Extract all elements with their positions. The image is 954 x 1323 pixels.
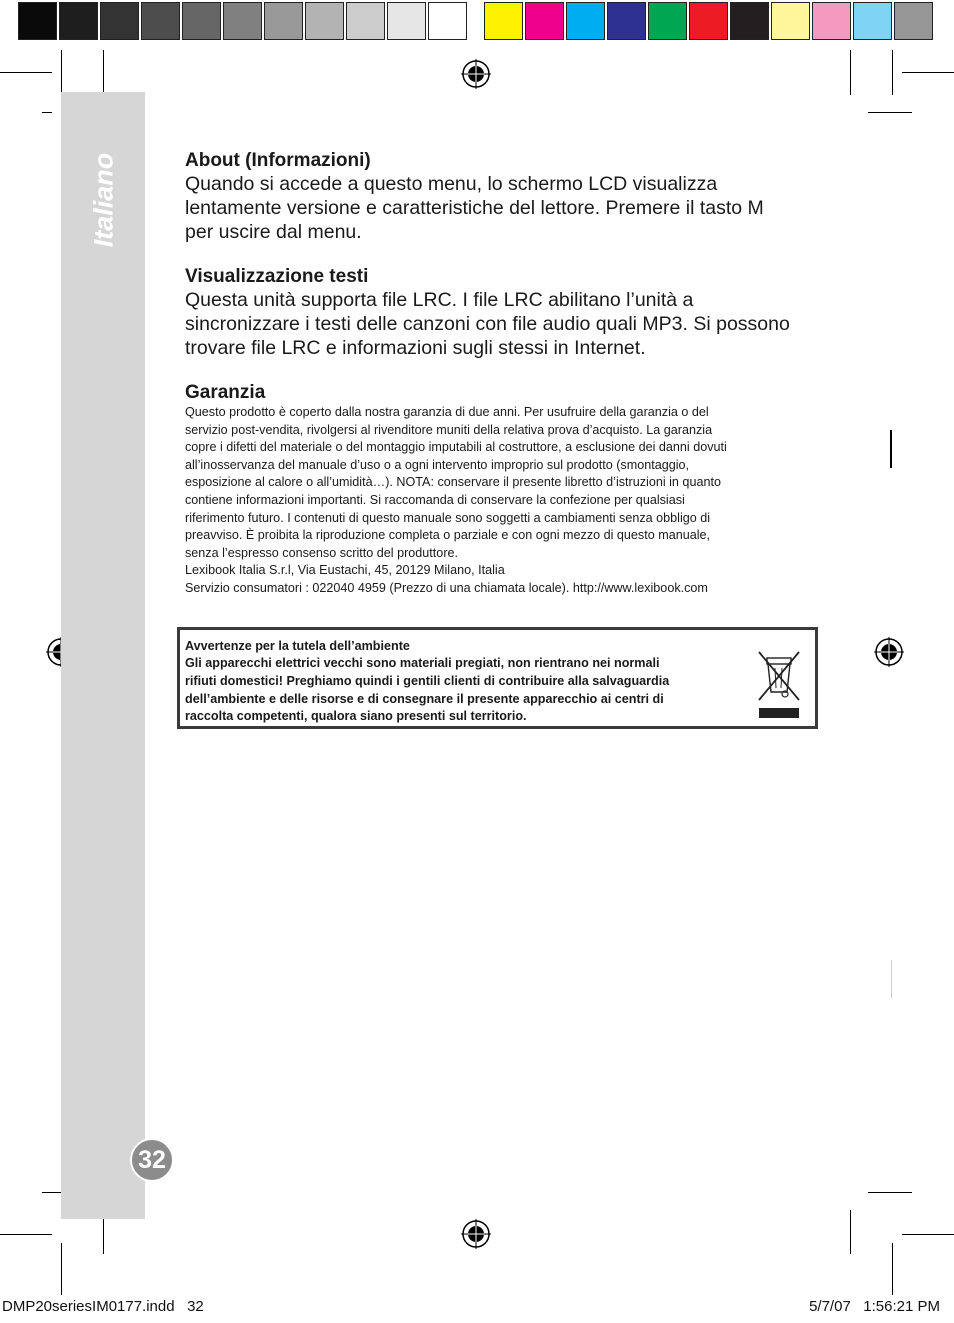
- language-sidebar: [61, 92, 145, 1219]
- color-swatch: [387, 2, 426, 40]
- environment-heading: Avvertenze per la tutela dell’ambiente: [185, 639, 410, 653]
- color-swatch: [689, 2, 728, 40]
- page-number-badge: 32: [130, 1138, 174, 1182]
- text-line: copre i difetti del materiale o del montaggio imputabili al costruttore, a esclusione dei danni dovuti: [185, 440, 727, 455]
- crop-mark: [103, 50, 104, 95]
- color-swatch: [346, 2, 385, 40]
- environment-body: [185, 655, 725, 726]
- registration-mark-icon: [461, 59, 491, 89]
- color-swatch: [894, 2, 933, 40]
- environment-notice-box: [177, 627, 818, 729]
- registration-mark-icon: [874, 637, 904, 667]
- crop-mark: [0, 1234, 52, 1235]
- footer-timestamp: 5/7/07 1:56:21 PM: [809, 1298, 940, 1315]
- color-swatch: [853, 2, 892, 40]
- crop-mark: [42, 112, 52, 113]
- color-swatch: [484, 2, 523, 40]
- crop-mark: [902, 72, 954, 73]
- footer-filename: DMP20seriesIM0177.indd 32: [2, 1298, 204, 1315]
- crop-mark: [892, 1243, 893, 1295]
- text-line: servizio post-vendita, rivolgersi al rivenditore muniti della relativa prova d’acquisto. La garanzia: [185, 422, 713, 437]
- color-swatch: [648, 2, 687, 40]
- crop-mark: [890, 430, 892, 468]
- color-swatch: [141, 2, 180, 40]
- crop-mark: [892, 50, 893, 95]
- text-line: Gli apparecchi elettrici vecchi sono materiali pregiati, non rientrano nei normali: [185, 656, 660, 670]
- lyrics-section: [185, 266, 815, 360]
- customer-service-line: Servizio consumatori : 022040 4959 (Prezzo di una chiamata locale). http://www.lexibook.com: [185, 580, 708, 595]
- about-body: [185, 172, 815, 244]
- text-line: all’inosservanza del manuale d’uso o a ogni intervento improprio sul prodotto (smontaggio,: [185, 457, 690, 472]
- color-swatch: [100, 2, 139, 40]
- text-line: contiene informazioni importanti. Si raccomanda di conservare la confezione per qualsiasi: [185, 492, 685, 507]
- text-line: riferimento futuro. I contenuti di questo manuale sono soggetti a cambiamenti senza obbligo di: [185, 510, 711, 525]
- color-swatch: [525, 2, 564, 40]
- color-swatch: [182, 2, 221, 40]
- color-swatch: [59, 2, 98, 40]
- text-line: esposizione al calore o all’umidità…). NOTA: conservare il presente libretto d’istruzioni in quanto: [185, 475, 721, 490]
- address-line: Lexibook Italia S.r.l, Via Eustachi, 45, 20129 Milano, Italia: [185, 563, 505, 578]
- crop-mark: [61, 1243, 62, 1295]
- main-content: [185, 150, 815, 620]
- crop-mark: [850, 1210, 851, 1254]
- warranty-heading: Garanzia: [185, 382, 266, 403]
- text-line: Questo prodotto è coperto dalla nostra garanzia di due anni. Per usufruire della garanzia o del: [185, 405, 709, 419]
- color-swatch: [223, 2, 262, 40]
- gray-calibration-bar: [18, 2, 469, 42]
- language-label: Italiano: [88, 152, 119, 248]
- color-swatch: [812, 2, 851, 40]
- text-line: per uscire dal menu.: [185, 221, 362, 243]
- text-line: raccolta competenti, qualora siano presenti sul territorio.: [185, 709, 527, 724]
- color-swatch: [566, 2, 605, 40]
- registration-mark-icon: [461, 1219, 491, 1249]
- warranty-section: [185, 382, 815, 598]
- color-calibration-bar: [484, 2, 935, 42]
- text-line: Quando si accede a questo menu, lo schermo LCD visualizza: [185, 173, 718, 195]
- about-section: [185, 150, 815, 244]
- color-swatch: [18, 2, 57, 40]
- crop-mark: [868, 112, 912, 113]
- color-swatch: [607, 2, 646, 40]
- color-swatch: [428, 2, 467, 40]
- crop-mark: [0, 72, 52, 73]
- warranty-body: [185, 404, 815, 598]
- text-line: dell’ambiente e delle risorse e di consegnare il presente apparecchio ai centri di: [185, 691, 664, 706]
- text-line: rifiuti domestici! Preghiamo quindi i gentili clienti di contribuire alla salvaguardia: [185, 673, 670, 688]
- text-line: trovare file LRC e informazioni sugli stessi in Internet.: [185, 337, 646, 359]
- crop-mark: [850, 50, 851, 95]
- color-swatch: [771, 2, 810, 40]
- about-heading: About (Informazioni): [185, 150, 371, 171]
- lyrics-body: [185, 288, 815, 360]
- text-line: sincronizzare i testi delle canzoni con file audio quali MP3. Si possono: [185, 313, 790, 335]
- crop-mark: [891, 960, 892, 998]
- color-swatch: [264, 2, 303, 40]
- text-line: Questa unità supporta file LRC. I file LRC abilitano l’unità a: [185, 289, 694, 311]
- crop-mark: [61, 50, 62, 95]
- color-swatch: [730, 2, 769, 40]
- color-swatch: [305, 2, 344, 40]
- text-line: senza l’espresso consenso scritto del produttore.: [185, 545, 459, 560]
- crossed-out-wheelie-bin-icon: [753, 646, 805, 718]
- text-line: preavviso. È proibita la riproduzione completa o parziale e con ogni mezzo di questo manuale,: [185, 528, 711, 543]
- crop-mark: [868, 1192, 912, 1193]
- crop-mark: [902, 1234, 954, 1235]
- lyrics-heading: Visualizzazione testi: [185, 266, 369, 287]
- text-line: lentamente versione e caratteristiche del lettore. Premere il tasto M: [185, 197, 764, 219]
